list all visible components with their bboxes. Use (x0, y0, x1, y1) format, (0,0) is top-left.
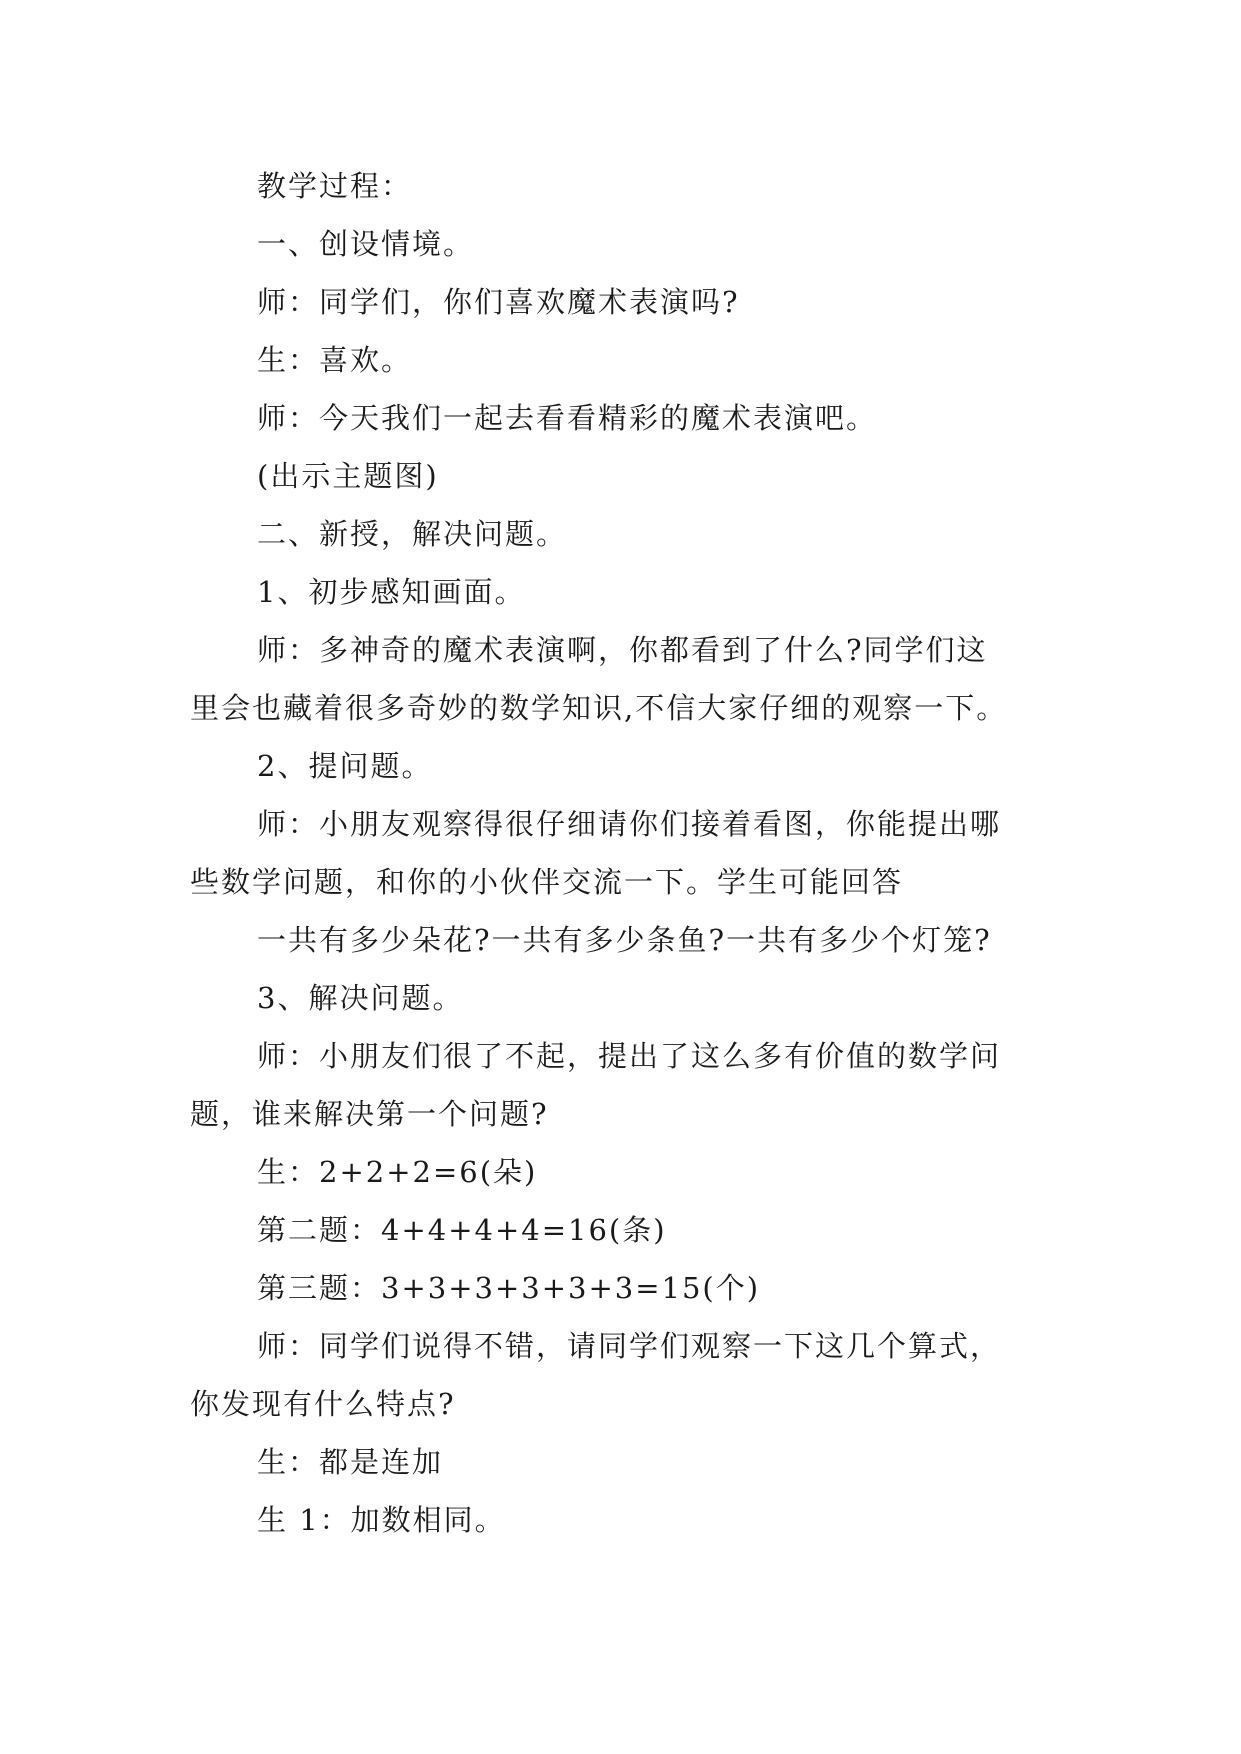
paragraph-line: 第二题：4+4+4+4=16(条) (257, 1213, 667, 1247)
paragraph-line: 师：多神奇的魔术表演啊，你都看到了什么?同学们这 (257, 633, 988, 667)
paragraph-line: 师：小朋友观察得很仔细请你们接着看图，你能提出哪 (257, 807, 1002, 841)
section-heading-create-scenario: 一、创设情境。 (257, 227, 475, 261)
subsection-heading: 3、解决问题。 (257, 981, 464, 1015)
paragraph-line: 生 1：加数相同。 (257, 1503, 506, 1537)
subsection-heading: 1、初步感知画面。 (257, 575, 526, 609)
paragraph-line: (出示主题图) (257, 459, 439, 493)
paragraph-line: 一共有多少朵花?一共有多少条鱼?一共有多少个灯笼? (257, 923, 992, 957)
paragraph-line: 生：都是连加 (257, 1445, 444, 1479)
paragraph-line: 生：2+2+2=6(朵) (257, 1155, 538, 1189)
paragraph-line: 师：小朋友们很了不起，提出了这么多有价值的数学问 (257, 1039, 1002, 1073)
section-heading-teaching-process: 教学过程： (257, 169, 413, 203)
paragraph-line: 师：同学们说得不错，请同学们观察一下这几个算式， (257, 1329, 1002, 1363)
subsection-heading: 2、提问题。 (257, 749, 433, 783)
paragraph-line: 师：今天我们一起去看看精彩的魔术表演吧。 (257, 401, 878, 435)
section-heading-new-lesson: 二、新授，解决问题。 (257, 517, 568, 551)
paragraph-line: 题，谁来解决第一个问题? (190, 1097, 549, 1131)
paragraph-line: 些数学问题，和你的小伙伴交流一下。学生可能回答 (190, 865, 904, 899)
paragraph-line: 第三题：3+3+3+3+3+3=15(个) (257, 1271, 761, 1305)
paragraph-line: 你发现有什么特点? (190, 1387, 456, 1421)
paragraph-line: 生：喜欢。 (257, 343, 413, 377)
paragraph-line: 师：同学们，你们喜欢魔术表演吗? (257, 285, 740, 319)
paragraph-line: 里会也藏着很多奇妙的数学知识,不信大家仔细的观察一下。 (190, 691, 1008, 725)
